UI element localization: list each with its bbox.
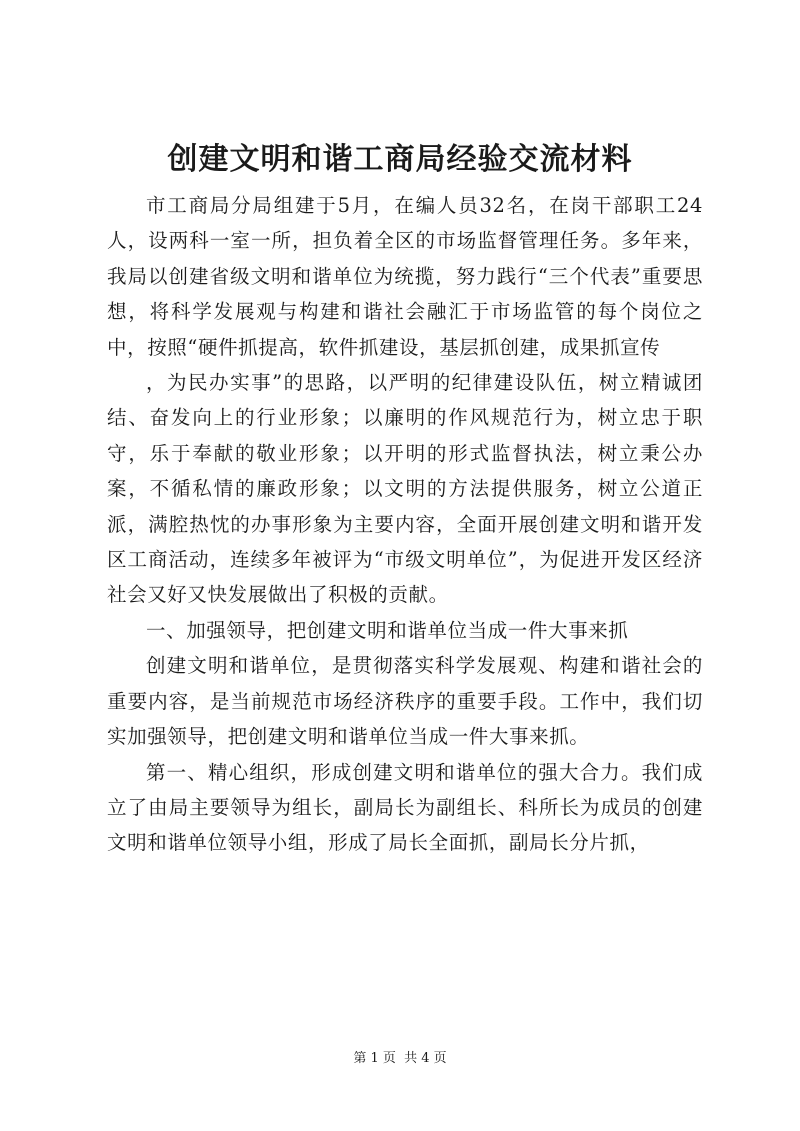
paragraph-first-point: 第一、精心组织，形成创建文明和谐单位的强大合力。我们成立了由局主要领导为组长，副局长为副组长、科所长为成员的创建文明和谐单位领导小组，形成了局长全面抓，副局长分片抓， — [107, 760, 703, 855]
document-body — [107, 188, 703, 861]
paragraph-section-1: 创建文明和谐单位，是贯彻落实科学发展观、构建和谐社会的重要内容，是当前规范市场经济秩序的重要手段。工作中，我们切实加强领导，把创建文明和谐单位当成一件大事来抓。 — [107, 654, 703, 749]
paragraph-continuation: ，为民办实事”的思路，以严明的纪律建设队伍，树立精诚团结、奋发向上的行业形象；以廉明的作风规范行为，树立忠于职守，乐于奉献的敬业形象；以开明的形式监督执法，树立秉公办案，不循私情的廉政形象；以文明的方法提供服务，树立公道正派，满腔热忱的办事形象为主要内容，全面开展创建文明和谐开发区工商活动，连续多年被评为“市级文明单位”，为促进开发区经济社会又好又快发展做出了积极的贡献。 — [107, 371, 703, 607]
page-footer — [0, 1049, 800, 1069]
document-title: 创建文明和谐工商局经验交流材料 — [167, 142, 633, 177]
paragraph-intro: 市工商局分局组建于5月，在编人员32名，在岗干部职工24人，设两科一室一所，担负着全区的市场监督管理任务。多年来，我局以创建省级文明和谐单位为统揽，努力践行“三个代表”重要思想，将科学发展观与构建和谐社会融汇于市场监管的每个岗位之中，按照“硬件抓提高，软件抓建设，基层抓创建，成果抓宣传 — [107, 194, 703, 359]
page-number-label: 第 1 页 共 4 页 — [353, 1051, 447, 1066]
section-heading-1: 一、加强领导，把创建文明和谐单位当成一件大事来抓 — [146, 618, 629, 642]
